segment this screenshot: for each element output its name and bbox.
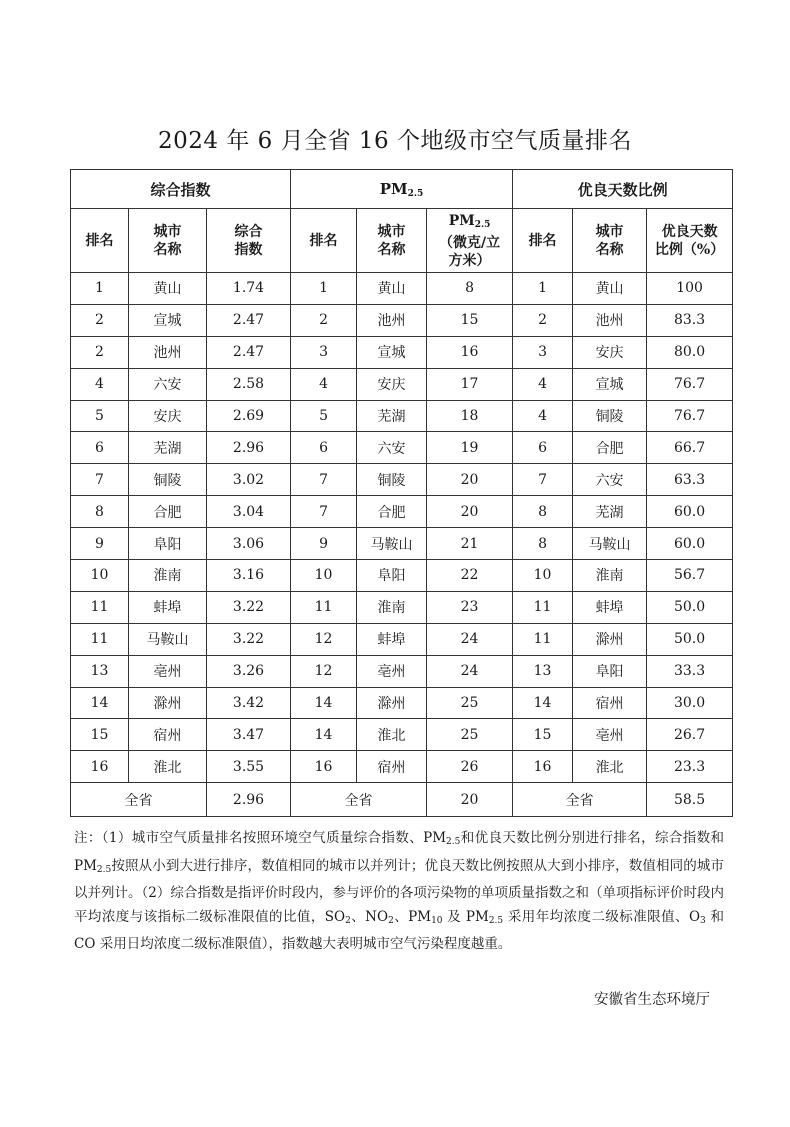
good-rank: 16 — [513, 751, 573, 783]
composite-city: 芜湖 — [129, 432, 207, 464]
composite-index: 3.04 — [207, 496, 291, 528]
pm25-city: 马鞍山 — [357, 528, 427, 560]
pm25-city: 淮北 — [357, 719, 427, 751]
header-city: 城市 名称 — [357, 209, 427, 273]
composite-city: 黄山 — [129, 273, 207, 305]
good-ratio: 83.3 — [647, 304, 733, 336]
composite-rank: 15 — [71, 719, 129, 751]
good-ratio: 80.0 — [647, 336, 733, 368]
table-row — [71, 464, 733, 496]
table-row — [71, 273, 733, 305]
page-title: 2024 年 6 月全省 16 个地级市空气质量排名 — [158, 128, 632, 154]
good-ratio: 56.7 — [647, 560, 733, 592]
composite-city: 六安 — [129, 368, 207, 400]
composite-city: 马鞍山 — [129, 623, 207, 655]
composite-index: 2.47 — [207, 336, 291, 368]
pm25-city: 铜陵 — [357, 464, 427, 496]
table-row — [71, 304, 733, 336]
composite-city: 阜阳 — [129, 528, 207, 560]
pm25-city: 安庆 — [357, 368, 427, 400]
composite-index: 2.58 — [207, 368, 291, 400]
good-rank: 4 — [513, 400, 573, 432]
good-ratio: 50.0 — [647, 591, 733, 623]
good-ratio: 33.3 — [647, 655, 733, 687]
composite-city: 安庆 — [129, 400, 207, 432]
good-rank: 11 — [513, 591, 573, 623]
pm25-value: 17 — [427, 368, 513, 400]
pm25-rank: 7 — [291, 496, 357, 528]
pm25-rank: 1 — [291, 273, 357, 305]
good-rank: 15 — [513, 719, 573, 751]
good-rank: 8 — [513, 496, 573, 528]
good-rank: 4 — [513, 368, 573, 400]
good-ratio: 66.7 — [647, 432, 733, 464]
group-good-days: 优良天数比例 — [513, 170, 733, 209]
composite-index: 1.74 — [207, 273, 291, 305]
composite-index: 3.06 — [207, 528, 291, 560]
total-pm25: 20 — [427, 783, 513, 817]
composite-rank: 16 — [71, 751, 129, 783]
table-row — [71, 336, 733, 368]
composite-index: 3.16 — [207, 560, 291, 592]
good-rank: 3 — [513, 336, 573, 368]
good-city: 滁州 — [573, 623, 647, 655]
composite-rank: 8 — [71, 496, 129, 528]
province-total-row — [71, 783, 733, 817]
pm25-city: 宣城 — [357, 336, 427, 368]
good-rank: 10 — [513, 560, 573, 592]
good-rank: 14 — [513, 687, 573, 719]
group-pm25: $PM_{2.5}$ — [291, 170, 513, 209]
table-row — [71, 751, 733, 783]
good-ratio: 60.0 — [647, 528, 733, 560]
composite-index: 3.26 — [207, 655, 291, 687]
composite-rank: 11 — [71, 591, 129, 623]
pm25-rank: 9 — [291, 528, 357, 560]
good-ratio: 100 — [647, 273, 733, 305]
good-city: 安庆 — [573, 336, 647, 368]
good-rank: 11 — [513, 623, 573, 655]
pm25-rank: 5 — [291, 400, 357, 432]
pm25-city: 滁州 — [357, 687, 427, 719]
composite-city: 蚌埠 — [129, 591, 207, 623]
table-row — [71, 591, 733, 623]
table-row — [71, 432, 733, 464]
good-ratio: 76.7 — [647, 400, 733, 432]
composite-city: 池州 — [129, 336, 207, 368]
good-rank: 1 — [513, 273, 573, 305]
pm25-value: 19 — [427, 432, 513, 464]
composite-rank: 11 — [71, 623, 129, 655]
good-city: 淮北 — [573, 751, 647, 783]
good-city: 阜阳 — [573, 655, 647, 687]
good-city: 蚌埠 — [573, 591, 647, 623]
composite-index: 3.42 — [207, 687, 291, 719]
composite-city: 淮南 — [129, 560, 207, 592]
good-city: 淮南 — [573, 560, 647, 592]
group-header-row — [71, 170, 733, 209]
table-row — [71, 655, 733, 687]
header-rank: 排名 — [291, 209, 357, 273]
good-city: 黄山 — [573, 273, 647, 305]
pm25-rank: 7 — [291, 464, 357, 496]
good-ratio: 63.3 — [647, 464, 733, 496]
pm25-city: 淮南 — [357, 591, 427, 623]
pm25-value: 15 — [427, 304, 513, 336]
composite-index: 3.22 — [207, 623, 291, 655]
composite-rank: 14 — [71, 687, 129, 719]
composite-rank: 6 — [71, 432, 129, 464]
issuer-name: 安徽省生态环境厅 — [594, 992, 710, 1008]
pm25-value: 22 — [427, 560, 513, 592]
total-composite: 2.96 — [207, 783, 291, 817]
header-rank: 排名 — [71, 209, 129, 273]
good-rank: 2 — [513, 304, 573, 336]
pm25-value: 25 — [427, 687, 513, 719]
composite-city: 铜陵 — [129, 464, 207, 496]
pm25-city: 宿州 — [357, 751, 427, 783]
good-city: 合肥 — [573, 432, 647, 464]
pm25-rank: 16 — [291, 751, 357, 783]
composite-city: 淮北 — [129, 751, 207, 783]
composite-rank: 4 — [71, 368, 129, 400]
composite-index: 3.47 — [207, 719, 291, 751]
good-ratio: 23.3 — [647, 751, 733, 783]
total-label: 全省 — [291, 783, 427, 817]
composite-rank: 10 — [71, 560, 129, 592]
table-row — [71, 400, 733, 432]
composite-index: 3.55 — [207, 751, 291, 783]
pm25-value: 20 — [427, 464, 513, 496]
composite-rank: 13 — [71, 655, 129, 687]
pm25-rank: 6 — [291, 432, 357, 464]
table-row — [71, 623, 733, 655]
pm25-value: 21 — [427, 528, 513, 560]
pm25-city: 六安 — [357, 432, 427, 464]
good-city: 亳州 — [573, 719, 647, 751]
pm25-rank: 11 — [291, 591, 357, 623]
good-rank: 13 — [513, 655, 573, 687]
header-rank: 排名 — [513, 209, 573, 273]
table-row — [71, 496, 733, 528]
good-city: 宿州 — [573, 687, 647, 719]
good-ratio: 60.0 — [647, 496, 733, 528]
composite-city: 合肥 — [129, 496, 207, 528]
pm25-value: 24 — [427, 655, 513, 687]
composite-city: 滁州 — [129, 687, 207, 719]
notes-paragraph: 注：（1）城市空气质量排名按照环境空气质量综合指数、$PM_{2.5}$和优良天数比例分别进行排名，综合指数和 $PM_{2.5}$按照从小到大进行排序，数值相同的城市以并列计；优良天数比例按照从大到小排序，数值相同的城市以并列计。（2）综合指数是指评价时段内，参与评价的各项污染物的单项质量指数之和（单项指标评价时段内平均浓度与该指标二级标准限值的比值，$SO_2$、$NO_2$、$PM_{10}$ 及 $PM_{2.5}$ 采用年均浓度二级标准限值、$O_3$ 和 CO 采用日均浓度二级标准限值），指数越大表明城市空气污染程度越重。 — [74, 830, 725, 952]
pm25-city: 阜阳 — [357, 560, 427, 592]
composite-rank: 2 — [71, 336, 129, 368]
pm25-value: 25 — [427, 719, 513, 751]
good-city: 宣城 — [573, 368, 647, 400]
composite-index: 2.96 — [207, 432, 291, 464]
pm25-rank: 12 — [291, 655, 357, 687]
pm25-rank: 3 — [291, 336, 357, 368]
pm25-city: 合肥 — [357, 496, 427, 528]
pm25-value: 8 — [427, 273, 513, 305]
pm25-city: 池州 — [357, 304, 427, 336]
header-city: 城市 名称 — [129, 209, 207, 273]
total-good-ratio: 58.5 — [647, 783, 733, 817]
composite-index: 3.22 — [207, 591, 291, 623]
table-row — [71, 687, 733, 719]
column-header-row — [71, 209, 733, 273]
table-row — [71, 719, 733, 751]
good-city: 六安 — [573, 464, 647, 496]
good-rank: 7 — [513, 464, 573, 496]
table-row — [71, 368, 733, 400]
composite-index: 2.69 — [207, 400, 291, 432]
good-rank: 6 — [513, 432, 573, 464]
header-city: 城市 名称 — [573, 209, 647, 273]
table-row — [71, 560, 733, 592]
pm25-value: 20 — [427, 496, 513, 528]
composite-rank: 5 — [71, 400, 129, 432]
pm25-value: 16 — [427, 336, 513, 368]
pm25-value: 18 — [427, 400, 513, 432]
good-ratio: 50.0 — [647, 623, 733, 655]
pm25-value: 23 — [427, 591, 513, 623]
composite-city: 宣城 — [129, 304, 207, 336]
pm25-rank: 2 — [291, 304, 357, 336]
pm25-rank: 10 — [291, 560, 357, 592]
ranking-table — [70, 169, 733, 817]
pm25-city: 蚌埠 — [357, 623, 427, 655]
pm25-city: 芜湖 — [357, 400, 427, 432]
composite-rank: 9 — [71, 528, 129, 560]
good-ratio: 26.7 — [647, 719, 733, 751]
table-row — [71, 528, 733, 560]
composite-rank: 7 — [71, 464, 129, 496]
composite-index: 2.47 — [207, 304, 291, 336]
header-pm25-value: $PM_{2.5}$ （微克/立 方米） — [427, 209, 513, 273]
composite-city: 宿州 — [129, 719, 207, 751]
pm25-rank: 4 — [291, 368, 357, 400]
good-city: 铜陵 — [573, 400, 647, 432]
pm25-value: 26 — [427, 751, 513, 783]
pm25-rank: 14 — [291, 687, 357, 719]
pm25-rank: 12 — [291, 623, 357, 655]
good-city: 芜湖 — [573, 496, 647, 528]
good-rank: 8 — [513, 528, 573, 560]
ranking-rows — [71, 273, 733, 783]
good-ratio: 30.0 — [647, 687, 733, 719]
composite-rank: 2 — [71, 304, 129, 336]
good-city: 马鞍山 — [573, 528, 647, 560]
pm25-value: 24 — [427, 623, 513, 655]
total-label: 全省 — [71, 783, 207, 817]
pm25-city: 黄山 — [357, 273, 427, 305]
pm25-rank: 14 — [291, 719, 357, 751]
group-composite: 综合指数 — [71, 170, 291, 209]
header-composite-index: 综合 指数 — [207, 209, 291, 273]
composite-index: 3.02 — [207, 464, 291, 496]
good-ratio: 76.7 — [647, 368, 733, 400]
pm25-city: 亳州 — [357, 655, 427, 687]
composite-city: 亳州 — [129, 655, 207, 687]
total-label: 全省 — [513, 783, 647, 817]
header-good-ratio: 优良天数 比例（%） — [647, 209, 733, 273]
good-city: 池州 — [573, 304, 647, 336]
composite-rank: 1 — [71, 273, 129, 305]
